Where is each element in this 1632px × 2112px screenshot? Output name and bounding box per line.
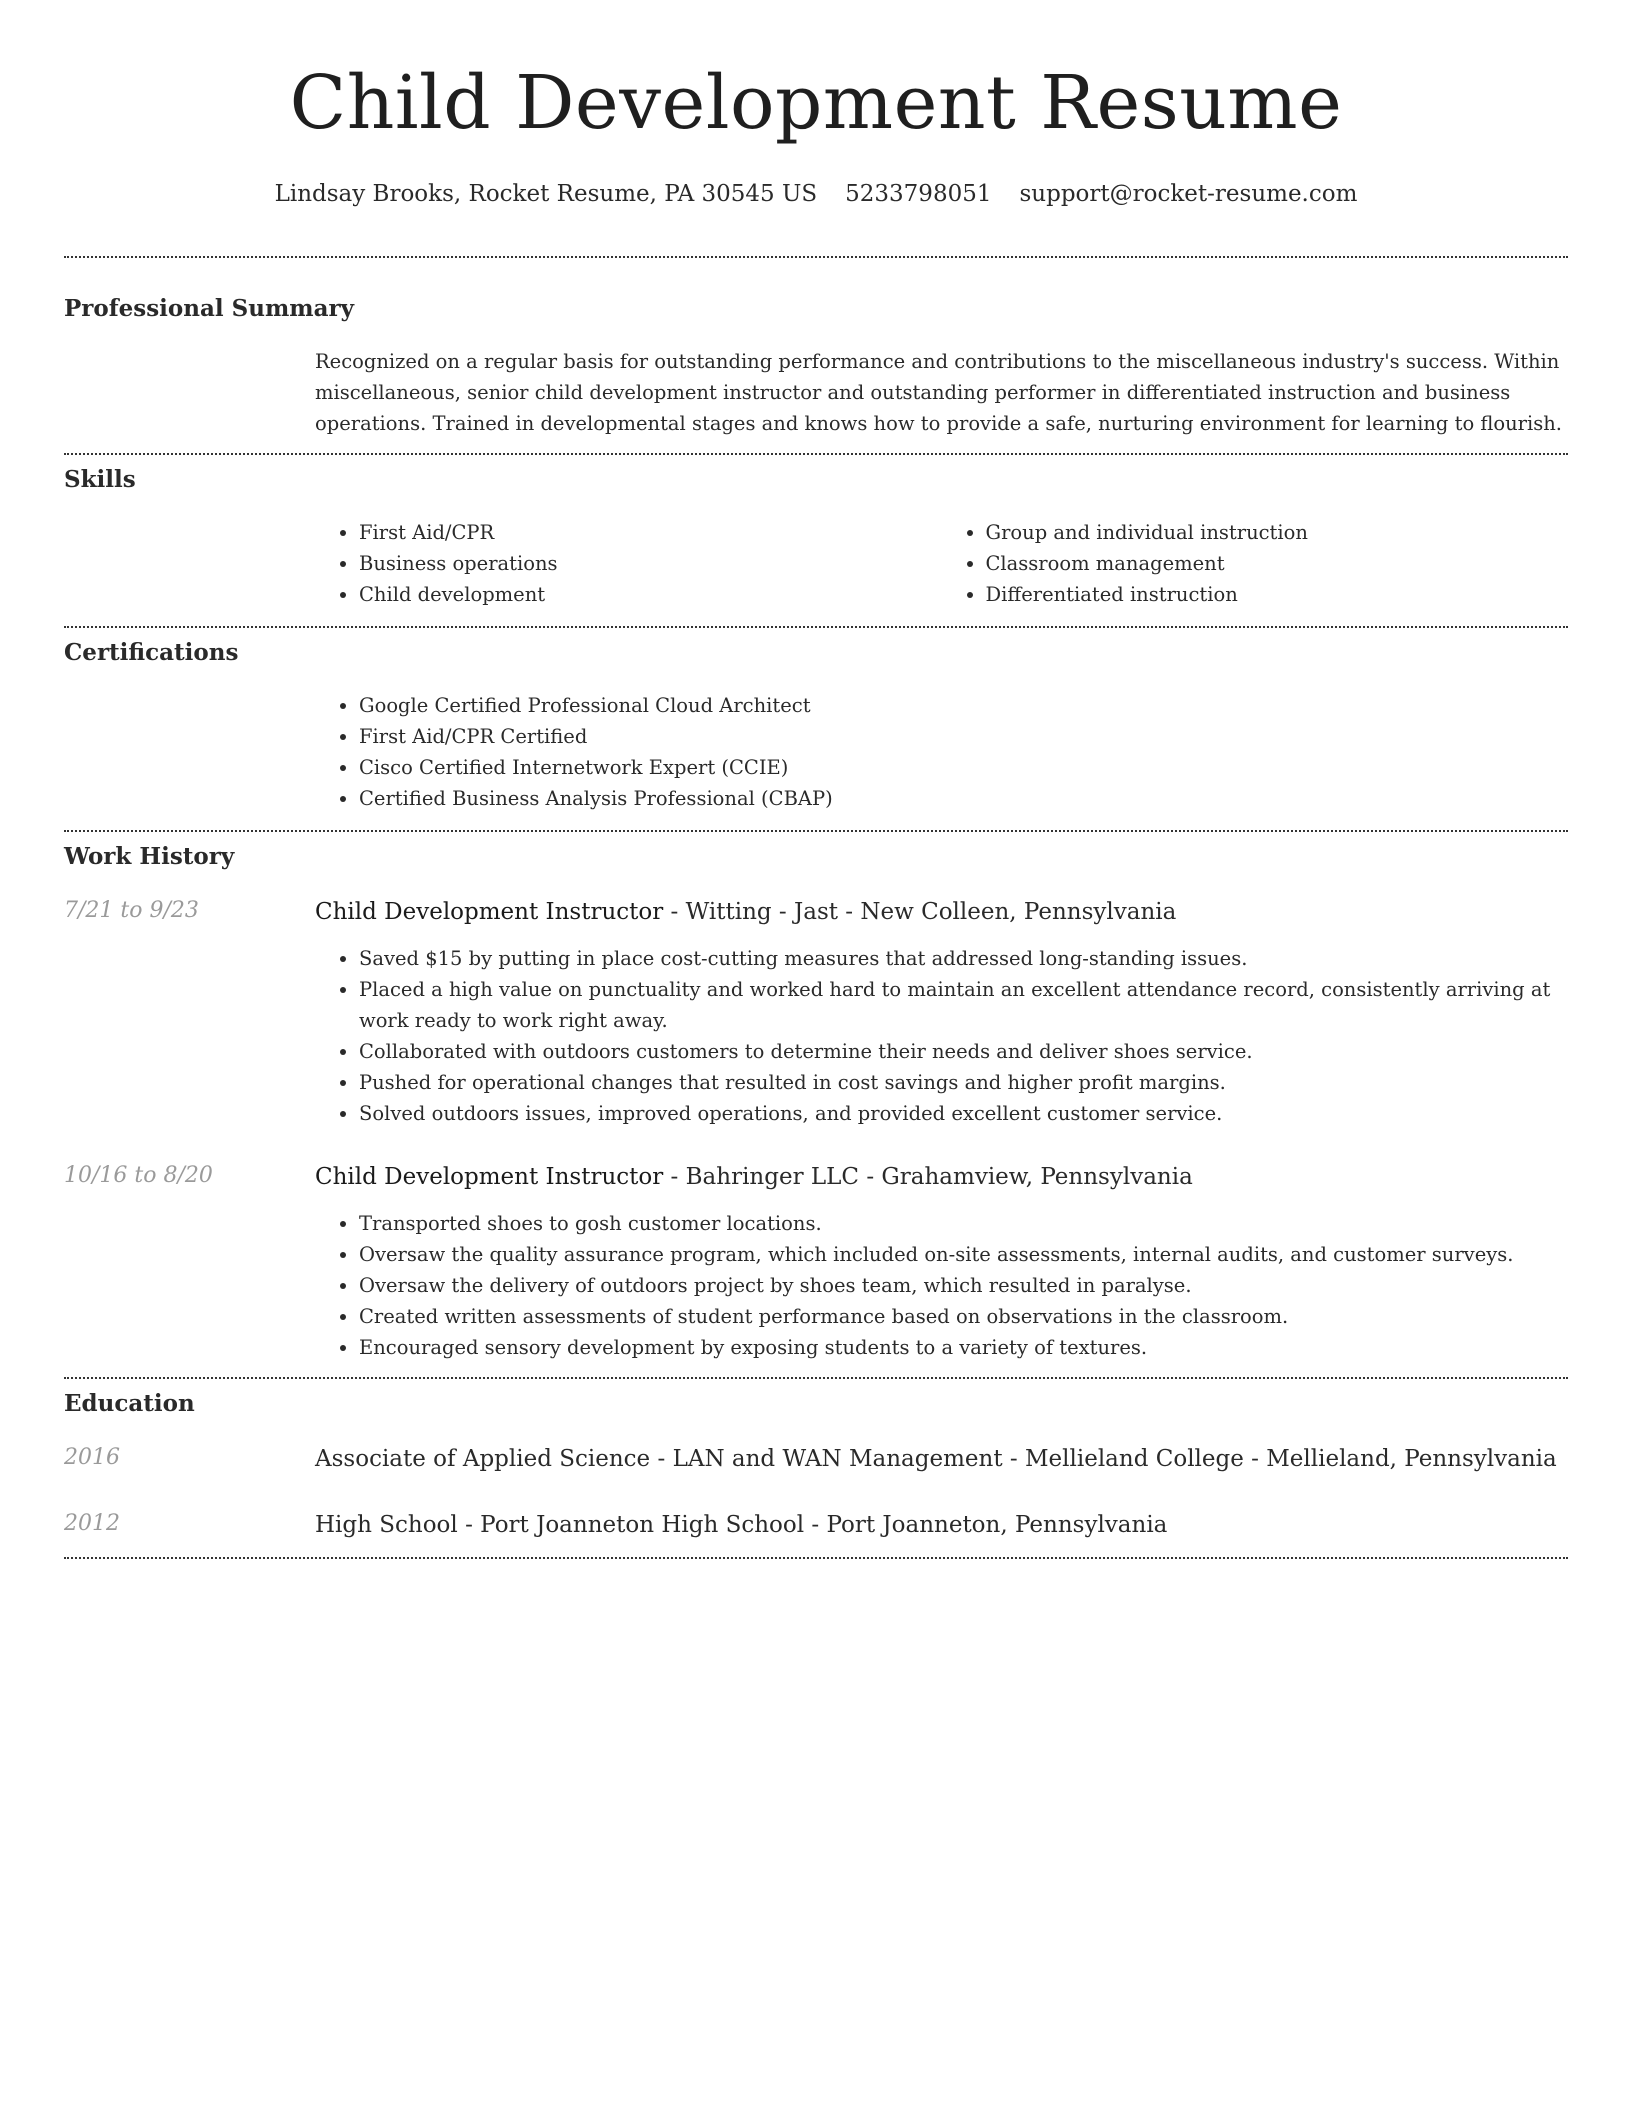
job-heading bbox=[315, 1159, 1568, 1195]
summary-text: Recognized on a regular basis for outstanding performance and contributions to the miscellaneous industry's success. Within miscellaneous, senior child development instructor and outstanding performer in differentiated instruction and business operations. Trained in developmental stages and knows how to provide a safe, nurturing environment for learning to flourish. bbox=[315, 350, 1563, 435]
resume-page bbox=[64, 0, 1568, 1559]
education-year: 2012 bbox=[64, 1511, 120, 1536]
job-bullet: • Transported shoes to gosh customer locations. bbox=[359, 1208, 1568, 1239]
education-entry bbox=[64, 1507, 1568, 1543]
education-degree: Associate of Applied Science - LAN and WAN Management bbox=[315, 1446, 1003, 1472]
job-role: Child Development Instructor bbox=[315, 1164, 664, 1190]
education-section bbox=[64, 1379, 1568, 1543]
education-heading-line bbox=[315, 1507, 1568, 1543]
divider bbox=[64, 1557, 1568, 1559]
job-bullet: • Collaborated with outdoors customers to determine their needs and deliver shoes service. bbox=[359, 1036, 1568, 1067]
skill-item: • Child development bbox=[359, 579, 942, 610]
summary-heading: Professional Summary bbox=[64, 295, 355, 322]
skill-item: • Group and individual instruction bbox=[986, 517, 1569, 548]
education-entry bbox=[64, 1441, 1568, 1477]
page-title: Child Development Resume bbox=[289, 60, 1343, 146]
work-section bbox=[64, 832, 1568, 1363]
skill-item: • Business operations bbox=[359, 548, 942, 579]
job-bullet: • Oversaw the delivery of outdoors project by shoes team, which resulted in paralyse. bbox=[359, 1270, 1568, 1301]
job-bullet: • Oversaw the quality assurance program, which included on-site assessments, internal audits, and customer surveys. bbox=[359, 1239, 1568, 1270]
job-entry bbox=[64, 1159, 1568, 1363]
job-dates: 7/21 to 9/23 bbox=[64, 898, 199, 923]
education-school: - Mellieland College - Mellieland, Pennsylvania bbox=[1002, 1446, 1557, 1472]
summary-section bbox=[64, 258, 1568, 439]
job-bullet: • Created written assessments of student performance based on observations in the classroom. bbox=[359, 1301, 1568, 1332]
job-employer: - Witting - Jast - New Colleen, Pennsylvania bbox=[663, 899, 1177, 925]
skills-section bbox=[64, 455, 1568, 610]
job-bullets bbox=[315, 1208, 1568, 1363]
job-bullet: • Pushed for operational changes that resulted in cost savings and higher profit margins. bbox=[359, 1067, 1568, 1098]
certification-item: • Google Certified Professional Cloud Architect bbox=[359, 690, 1568, 721]
job-bullet: • Saved $15 by putting in place cost-cutting measures that addressed long-standing issues. bbox=[359, 943, 1568, 974]
skill-item: • Classroom management bbox=[986, 548, 1569, 579]
skills-list-right bbox=[942, 517, 1569, 610]
job-bullets bbox=[315, 943, 1568, 1129]
skills-heading: Skills bbox=[64, 466, 136, 493]
education-degree: High School bbox=[315, 1512, 458, 1538]
certification-item: • Cisco Certified Internetwork Expert (CCIE) bbox=[359, 752, 1568, 783]
skills-list-left bbox=[315, 517, 942, 610]
job-bullet: • Solved outdoors issues, improved operations, and provided excellent customer service. bbox=[359, 1098, 1568, 1129]
education-school: - Port Joanneton High School - Port Joanneton, Pennsylvania bbox=[457, 1512, 1168, 1538]
certifications-section bbox=[64, 628, 1568, 814]
education-heading: Education bbox=[64, 1390, 195, 1417]
work-heading: Work History bbox=[64, 843, 235, 870]
job-dates: 10/16 to 8/20 bbox=[64, 1163, 213, 1188]
job-employer: - Bahringer LLC - Grahamview, Pennsylvania bbox=[663, 1164, 1193, 1190]
job-bullet: • Placed a high value on punctuality and worked hard to maintain an excellent attendance record, consistently arriving at work ready to work right away. bbox=[359, 974, 1568, 1036]
contact-phone[interactable]: 5233798051 bbox=[845, 181, 992, 207]
education-heading-line bbox=[315, 1441, 1568, 1477]
certifications-heading: Certifications bbox=[64, 639, 239, 666]
contact-line bbox=[64, 176, 1568, 212]
job-role: Child Development Instructor bbox=[315, 899, 664, 925]
certifications-list bbox=[315, 690, 1568, 814]
skill-item: • First Aid/CPR bbox=[359, 517, 942, 548]
certification-item: • First Aid/CPR Certified bbox=[359, 721, 1568, 752]
job-entry bbox=[64, 894, 1568, 1129]
education-year: 2016 bbox=[64, 1445, 120, 1470]
contact-email[interactable]: support@rocket-resume.com bbox=[1019, 181, 1358, 207]
certification-item: • Certified Business Analysis Professional (CBAP) bbox=[359, 783, 1568, 814]
job-bullet: • Encouraged sensory development by exposing students to a variety of textures. bbox=[359, 1332, 1568, 1363]
skill-item: • Differentiated instruction bbox=[986, 579, 1569, 610]
contact-address: Lindsay Brooks, Rocket Resume, PA 30545 US bbox=[274, 181, 818, 207]
job-heading bbox=[315, 894, 1568, 930]
